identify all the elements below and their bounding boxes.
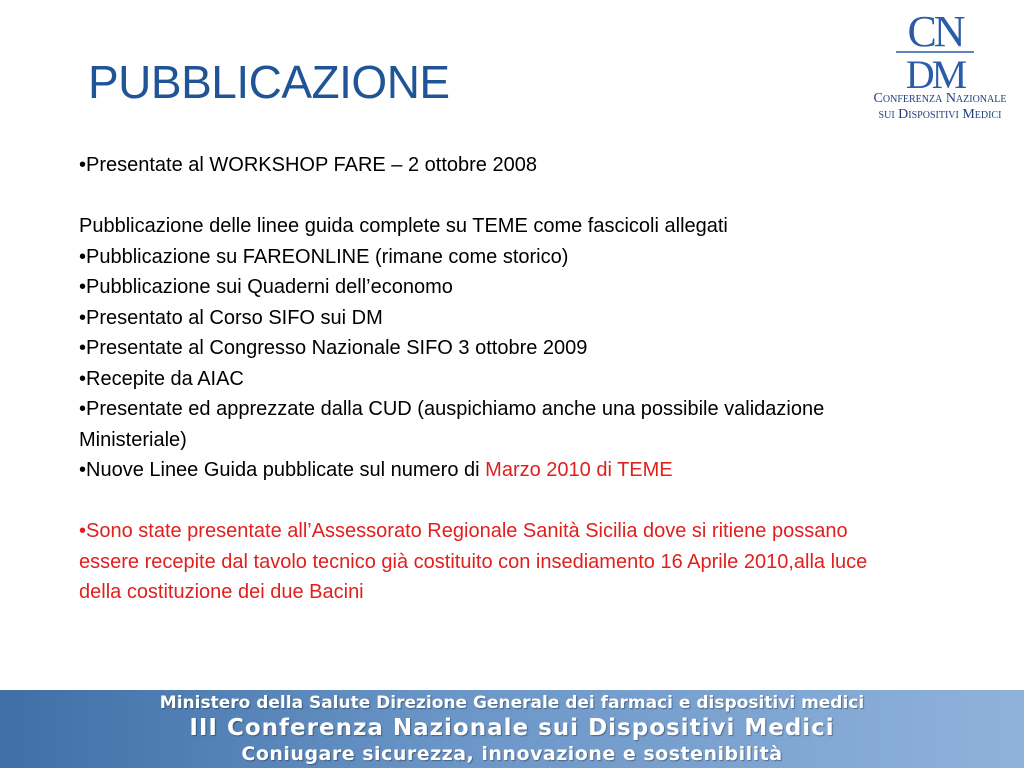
- bullet-workshop: •Presentate al WORKSHOP FARE – 2 ottobre 2008: [79, 154, 537, 176]
- logo-mark-bottom: DM: [905, 52, 965, 92]
- logo-text-line1: Conferenza Nazionale: [873, 91, 1007, 106]
- bullet-quaderni: •Pubblicazione sui Quaderni dell’economo: [79, 276, 453, 298]
- bullet-new-guidelines: [79, 455, 909, 486]
- cndm-logo-mark: [890, 8, 980, 92]
- slide-title: PUBBLICAZIONE: [88, 56, 450, 108]
- bullet-cud: •Presentate ed apprezzate dalla CUD (auspichiamo anche una possibile validazione Ministeriale): [79, 398, 825, 451]
- new-guidelines-highlight: Marzo 2010 di TEME: [485, 459, 673, 481]
- bullet-aiac: •Recepite da AIAC: [79, 367, 244, 390]
- new-guidelines-text: •Nuove Linee Guida pubblicate sul numero di: [79, 459, 486, 481]
- content-body: [79, 150, 909, 608]
- footer-motto: Coniugare sicurezza, innovazione e sostenibilità: [241, 743, 783, 765]
- spacer: [79, 486, 909, 517]
- logo-text-line2: sui Dispositivi Medici: [878, 107, 1002, 122]
- logo-mark-top: CN: [907, 8, 963, 56]
- footer-ministry: Ministero della Salute Direzione Generale dei farmaci e dispositivi medici: [159, 693, 865, 713]
- bullet-fareonline: •Pubblicazione su FAREONLINE (rimane come storico): [79, 245, 569, 268]
- bullet-sifo-congress: •Presentate al Congresso Nazionale SIFO 3 ottobre 2009: [79, 337, 588, 359]
- spacer: [79, 181, 909, 212]
- cndm-logo: [860, 6, 1020, 124]
- bullet-sicilia: •Sono state presentate all’Assessorato Regionale Sanità Sicilia dove si ritiene possano essere recepite dal tavolo tecnico già costituito con insediamento 16 Aprile 2010,alla luce della costituzione dei due Bacini: [79, 520, 868, 603]
- bullet-sifo-course: •Presentato al Corso SIFO sui DM: [79, 306, 383, 329]
- footer-banner: [0, 690, 1024, 768]
- text-teme-publication: Pubblicazione delle linee guida complete su TEME come fascicoli allegati: [79, 215, 728, 237]
- footer-conference: III Conferenza Nazionale sui Dispositivi Medici: [189, 715, 835, 741]
